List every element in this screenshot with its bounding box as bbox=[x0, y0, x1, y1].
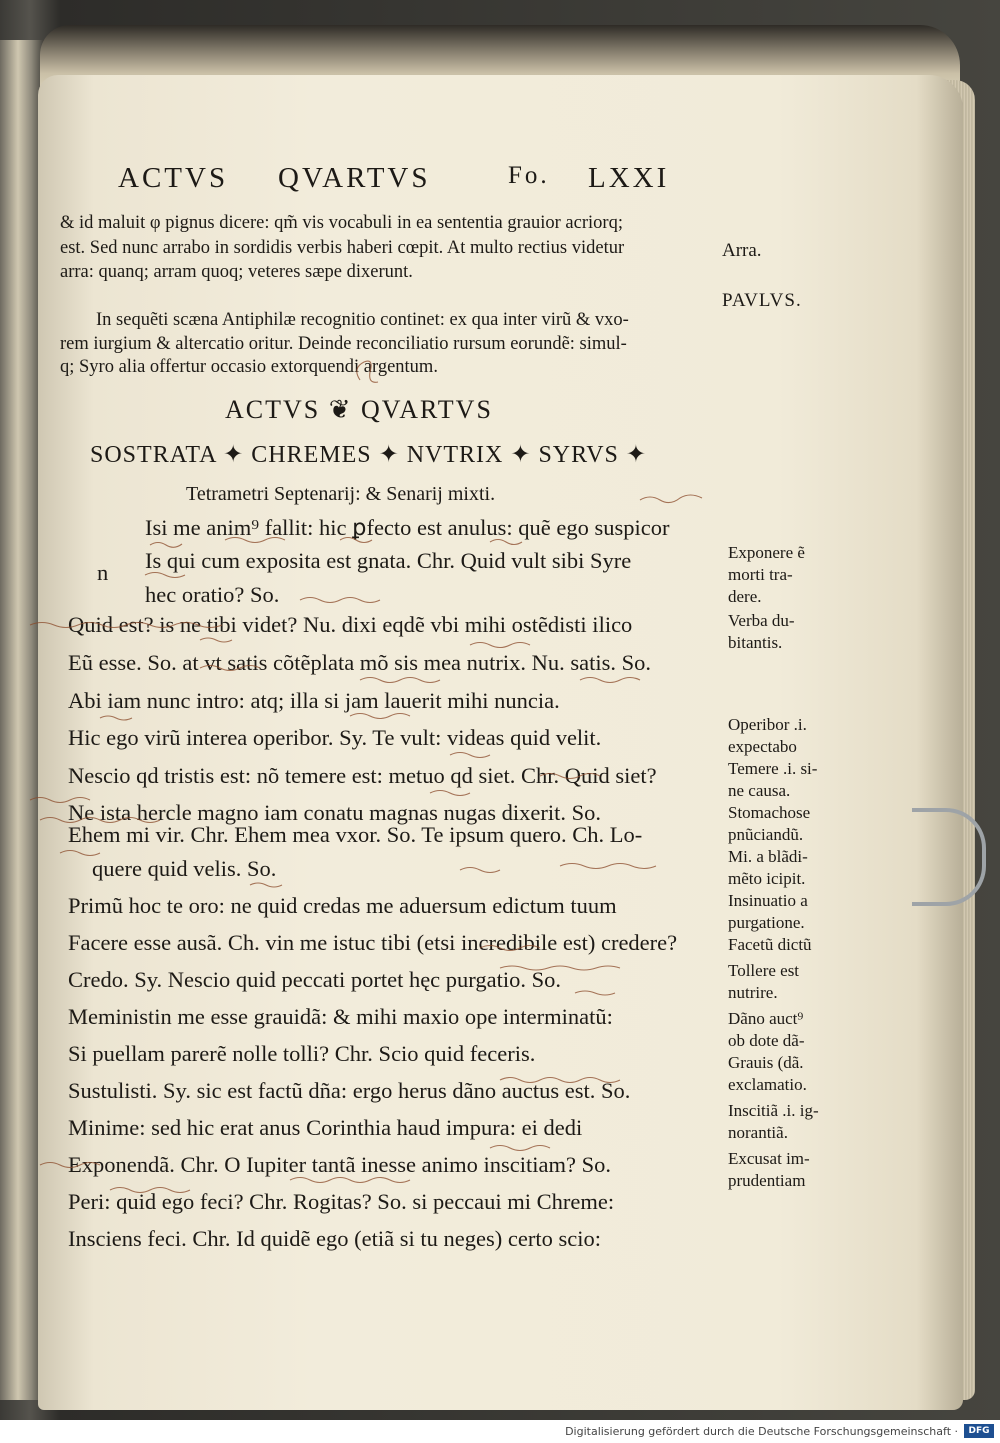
gloss: Operibor .i. bbox=[728, 715, 807, 734]
cast-list: SOSTRATA ✦ CHREMES ✦ NVTRIX ✦ SYRVS ✦ bbox=[90, 442, 648, 468]
gloss: ob dote dã- bbox=[728, 1031, 805, 1050]
verse-line: Insciens feci. Chr. Id quidẽ ego (etiã si tu neges) certo scio: bbox=[68, 1226, 601, 1251]
gloss: prudentiam bbox=[728, 1171, 806, 1190]
gloss: nutrire. bbox=[728, 983, 778, 1002]
verse-line: Is qui cum exposita est gnata. Chr. Quid vult sibi Syre bbox=[145, 548, 632, 573]
verse-line: Exponendã. Chr. O Iupiter tantã inesse animo inscitiam? So. bbox=[68, 1152, 612, 1177]
footer-credit: Digitalisierung gefördert durch die Deutsche Forschungsgemeinschaft · bbox=[565, 1425, 958, 1438]
gloss: purgatione. bbox=[728, 913, 805, 932]
verse-line: Hic ego virũ interea operibor. Sy. Te vult: videas quid velit. bbox=[68, 725, 602, 750]
prose-line-6: q; Syro alia offertur occasio extorquendi argentum. bbox=[60, 357, 438, 377]
prose-line-5: rem iurgium & altercatio oritur. Deinde reconciliatio rursum eorundẽ: simul- bbox=[60, 334, 627, 354]
gloss: dere. bbox=[728, 587, 762, 606]
header-folio-prefix: Fo. bbox=[508, 162, 550, 189]
gloss: Stomachose bbox=[728, 803, 811, 822]
gloss: Mi. a blãdi- bbox=[728, 847, 808, 866]
gloss: norantiã. bbox=[728, 1123, 788, 1142]
act-title: ACTVS ❦ QVARTVS bbox=[225, 395, 493, 424]
verse-line: Meministin me esse grauidã: & mihi maxio ope interminatũ: bbox=[68, 1004, 613, 1029]
gloss: Exponere ẽ bbox=[728, 543, 805, 562]
verse-line: hec oratio? So. bbox=[145, 582, 280, 607]
speaker-initial: n bbox=[97, 560, 109, 585]
gloss: Insinuatio a bbox=[728, 891, 808, 910]
margin-note-arra: Arra. bbox=[722, 240, 762, 261]
header-actus: ACTVS bbox=[118, 162, 229, 194]
gloss: Verba du- bbox=[728, 611, 795, 630]
verse-line: Credo. Sy. Nescio quid peccati portet hęc purgatio. So. bbox=[68, 967, 562, 992]
gloss: Facetũ dictũ bbox=[728, 935, 812, 954]
margin-note-paulus: PAVLVS. bbox=[722, 290, 802, 311]
verse-line: Abi iam nunc intro: atq; illa si jam lauerit mihi nuncia. bbox=[68, 688, 560, 713]
verse-line: Minime: sed hic erat anus Corinthia haud impura: ei dedi bbox=[68, 1115, 583, 1140]
header-quartus: QVARTVS bbox=[278, 162, 431, 194]
gloss: expectabo bbox=[728, 737, 797, 756]
gloss: ne causa. bbox=[728, 781, 791, 800]
gloss: Excusat im- bbox=[728, 1149, 810, 1168]
verse-line: Nescio qd tristis est: nõ temere est: metuo qd siet. Chr. Quid siet? bbox=[68, 763, 657, 788]
prose-line-1: & id maluit φ pignus dicere: qm̃ vis vocabuli in ea sententia grauior acriorq; bbox=[60, 213, 623, 233]
verse-line: Ehem mi vir. Chr. Ehem mea vxor. So. Te ipsum quero. Ch. Lo- bbox=[68, 822, 643, 847]
verse-line: Primũ hoc te oro: ne quid credas me aduersum edictum tuum bbox=[68, 893, 617, 918]
gloss: morti tra- bbox=[728, 565, 793, 584]
verse-line: Si puellam parerẽ nolle tolli? Chr. Scio quid feceris. bbox=[68, 1041, 536, 1066]
gloss: exclamatio. bbox=[728, 1075, 807, 1094]
prose-line-2: est. Sed nunc arrabo in sordidis verbis haberi cœpit. At multo rectius videtur bbox=[60, 238, 625, 258]
meter-note: Tetrametri Septenarij: & Senarij mixti. bbox=[186, 483, 496, 505]
gloss: Tollere est bbox=[728, 961, 800, 980]
prose-line-4: In sequẽti scæna Antiphilæ recognitio continet: ex qua inter virũ & vxo- bbox=[96, 310, 629, 330]
verse-line: Quid est? is ne tibi videt? Nu. dixi eqdẽ vbi mihi ostẽdisti ilico bbox=[68, 612, 633, 637]
verse-line: quere quid velis. So. bbox=[92, 856, 277, 881]
verse-line: Eũ esse. So. at vt satis cõtẽplata mõ sis mea nutrix. Nu. satis. So. bbox=[68, 650, 652, 675]
header-folio-number: LXXI bbox=[588, 162, 670, 194]
prose-line-3: arra: quanq; arram quoq; veteres sæpe dixerunt. bbox=[60, 262, 413, 282]
gloss: bitantis. bbox=[728, 633, 783, 652]
gloss: pnũciandũ. bbox=[728, 825, 804, 844]
gloss: mẽto icipit. bbox=[728, 869, 806, 888]
verse-line: Facere esse ausã. Ch. vin me istuc tibi (etsi incredibile est) credere? bbox=[68, 930, 678, 955]
verse-line: Sustulisti. Sy. sic est factũ dña: ergo herus dãno auctus est. So. bbox=[68, 1078, 631, 1103]
footer-bar bbox=[0, 1420, 1000, 1443]
verse-line: Ne ista hercle magno iam conatu magnas nugas dixerit. So. bbox=[68, 800, 601, 825]
verse-line: Isi me anim⁹ fallit: hic ꝑfecto est anulus: quẽ ego suspicor bbox=[145, 515, 670, 540]
dfg-logo: DFG bbox=[964, 1424, 994, 1438]
gloss: Temere .i. si- bbox=[728, 759, 818, 778]
gloss: Dãno auct⁹ bbox=[728, 1009, 804, 1028]
gloss: Grauis (dã. bbox=[728, 1053, 804, 1072]
gloss: Inscitiã .i. ig- bbox=[728, 1101, 819, 1120]
verse-line: Peri: quid ego feci? Chr. Rogitas? So. si peccaui mi Chreme: bbox=[68, 1189, 615, 1214]
